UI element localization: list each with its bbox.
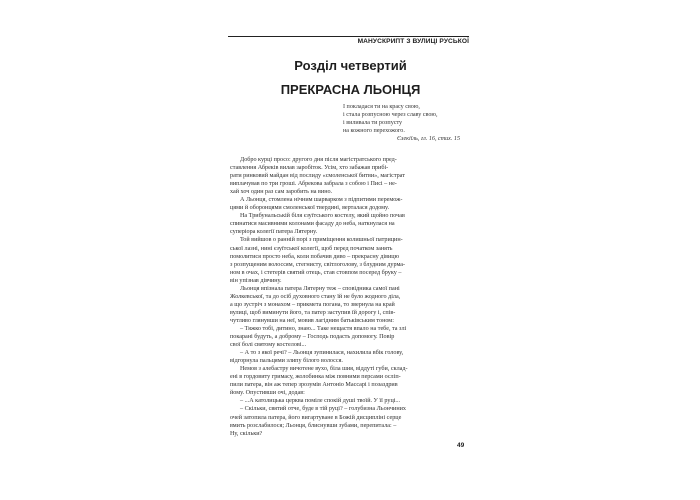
body-line: ставлення Абреків вилав заробіток. Усім, хто забажав прибі- bbox=[230, 165, 389, 172]
body-line: рати ринковий майдан від послиду «смоленської битви», магістрат bbox=[230, 173, 405, 180]
body-line: – Тяжко тобі, дитино, знаю... Таке нещастя впало на тебе, та злі bbox=[240, 325, 407, 332]
epigraph-line: і виливала ти розпусту bbox=[343, 120, 403, 127]
body-line: Льонця впізнала патера Лятерну теж – сповідника самої пані bbox=[240, 285, 400, 292]
body-line: виплачував по три гроші. Абрекова забрала з собою і Писі – не- bbox=[230, 181, 397, 188]
body-line: покарані будуть, а доброму – Господь подасть допомогу. Повір bbox=[230, 334, 395, 341]
body-line: а що зустріч з монахом – прикмета погана, то звернула на край bbox=[230, 301, 395, 308]
body-line: йому. Опустивши очі, додав: bbox=[230, 390, 305, 397]
body-line: Жолкевської, та до осіб духовного стану їй не було жодного діла, bbox=[230, 293, 401, 300]
body-line: він упізнав дівчину. bbox=[230, 277, 282, 284]
body-line: – Скільки, святий отче, буде в тій руці? – голубизна Льончиних bbox=[240, 406, 406, 413]
body-line: очей затопила патера, його вигартуване в Божій дисципліні серце bbox=[230, 414, 402, 421]
body-line: пили патера, він аж тепер зрозумів Антоніо Массарі і позаздрив bbox=[230, 382, 398, 389]
body-line: чутливо глянувши на неї, мовив лагідним батьківським тоном: bbox=[230, 317, 394, 324]
body-line: свої болі святому костелові... bbox=[230, 342, 307, 349]
body-line: Добро курці просо: другого дня після магістратського пред- bbox=[240, 157, 397, 163]
body-line: Ну, скільки? bbox=[230, 430, 263, 437]
body-line: Той вийшов о ранній порі з приміщення колишньої патрицин- bbox=[240, 237, 403, 244]
body-line: На Трибунальській біля єзуїтського костелу, який щойно почав bbox=[240, 213, 405, 220]
epigraph-line: на кожного перехожого. bbox=[343, 128, 405, 135]
body-text bbox=[230, 156, 473, 438]
body-line: вулиці, щоб виминути його, та патер заступив їй дорогу і, спів- bbox=[230, 309, 396, 316]
page-number: 49 bbox=[457, 442, 465, 449]
body-line: ської лазні, нині єзуїтської колегії, щоб перед початком занять bbox=[230, 245, 393, 252]
epigraph bbox=[343, 103, 458, 143]
body-line: Немов з алебастру вичотене вухо, біла шия, віддуті губи, склад- bbox=[240, 366, 408, 373]
running-head-rule bbox=[228, 36, 469, 37]
body-line: цями й оборонцями смоленської твердині, верталася додому. bbox=[230, 205, 390, 212]
body-line: А Льонця, стомлена нічним шарварком з підпитими перемож- bbox=[240, 197, 403, 204]
epigraph-line: І покладася ти на красу свою, bbox=[343, 104, 420, 110]
epigraph-source: Єзекіїль, гл. 16, стих. 15 bbox=[396, 136, 460, 143]
body-line: суперіора колегії патера Лятерну. bbox=[230, 229, 318, 236]
epigraph-line: і стала розпусною через славу свою, bbox=[343, 112, 438, 119]
body-line: хай хоч один раз сам заробить на вино. bbox=[230, 189, 333, 196]
body-line: – ...А католицька церква поміле спокій душі твоїй. У її руці... bbox=[240, 398, 401, 405]
running-head: МАНУСКРИПТ З ВУЛИЦІ РУСЬКОЇ bbox=[357, 38, 469, 45]
body-line: вмить розслабилося; Льонця, блиснувши зубами, перепитала: – bbox=[230, 422, 397, 429]
body-line: ном в очах, і стетерів святий отець, став стовпом посеред бруку – bbox=[230, 269, 402, 276]
body-line: ені в гордовиту гримасу, жолобинка між повними персами осліп- bbox=[230, 374, 401, 381]
body-line: спинатися масивними колонами фасаду до неба, наткнулася на bbox=[230, 221, 395, 228]
body-line: відгорнула пальцями злипу білого волосся. bbox=[230, 358, 343, 365]
body-line: помолитися просто неба, коли побачив диво – прекрасну дівицю bbox=[230, 253, 400, 260]
chapter-title: ПРЕКРАСНА ЛЬОНЦЯ bbox=[280, 82, 421, 97]
body-line: – А то з якої речі? – Льонця зупинилася, нахилила вбік голову, bbox=[240, 350, 404, 357]
body-line: з розпущеним волоссям, стегнисту, світлоголову, з блудним дурма- bbox=[230, 261, 406, 268]
chapter-number: Розділ четвертий bbox=[294, 58, 407, 73]
